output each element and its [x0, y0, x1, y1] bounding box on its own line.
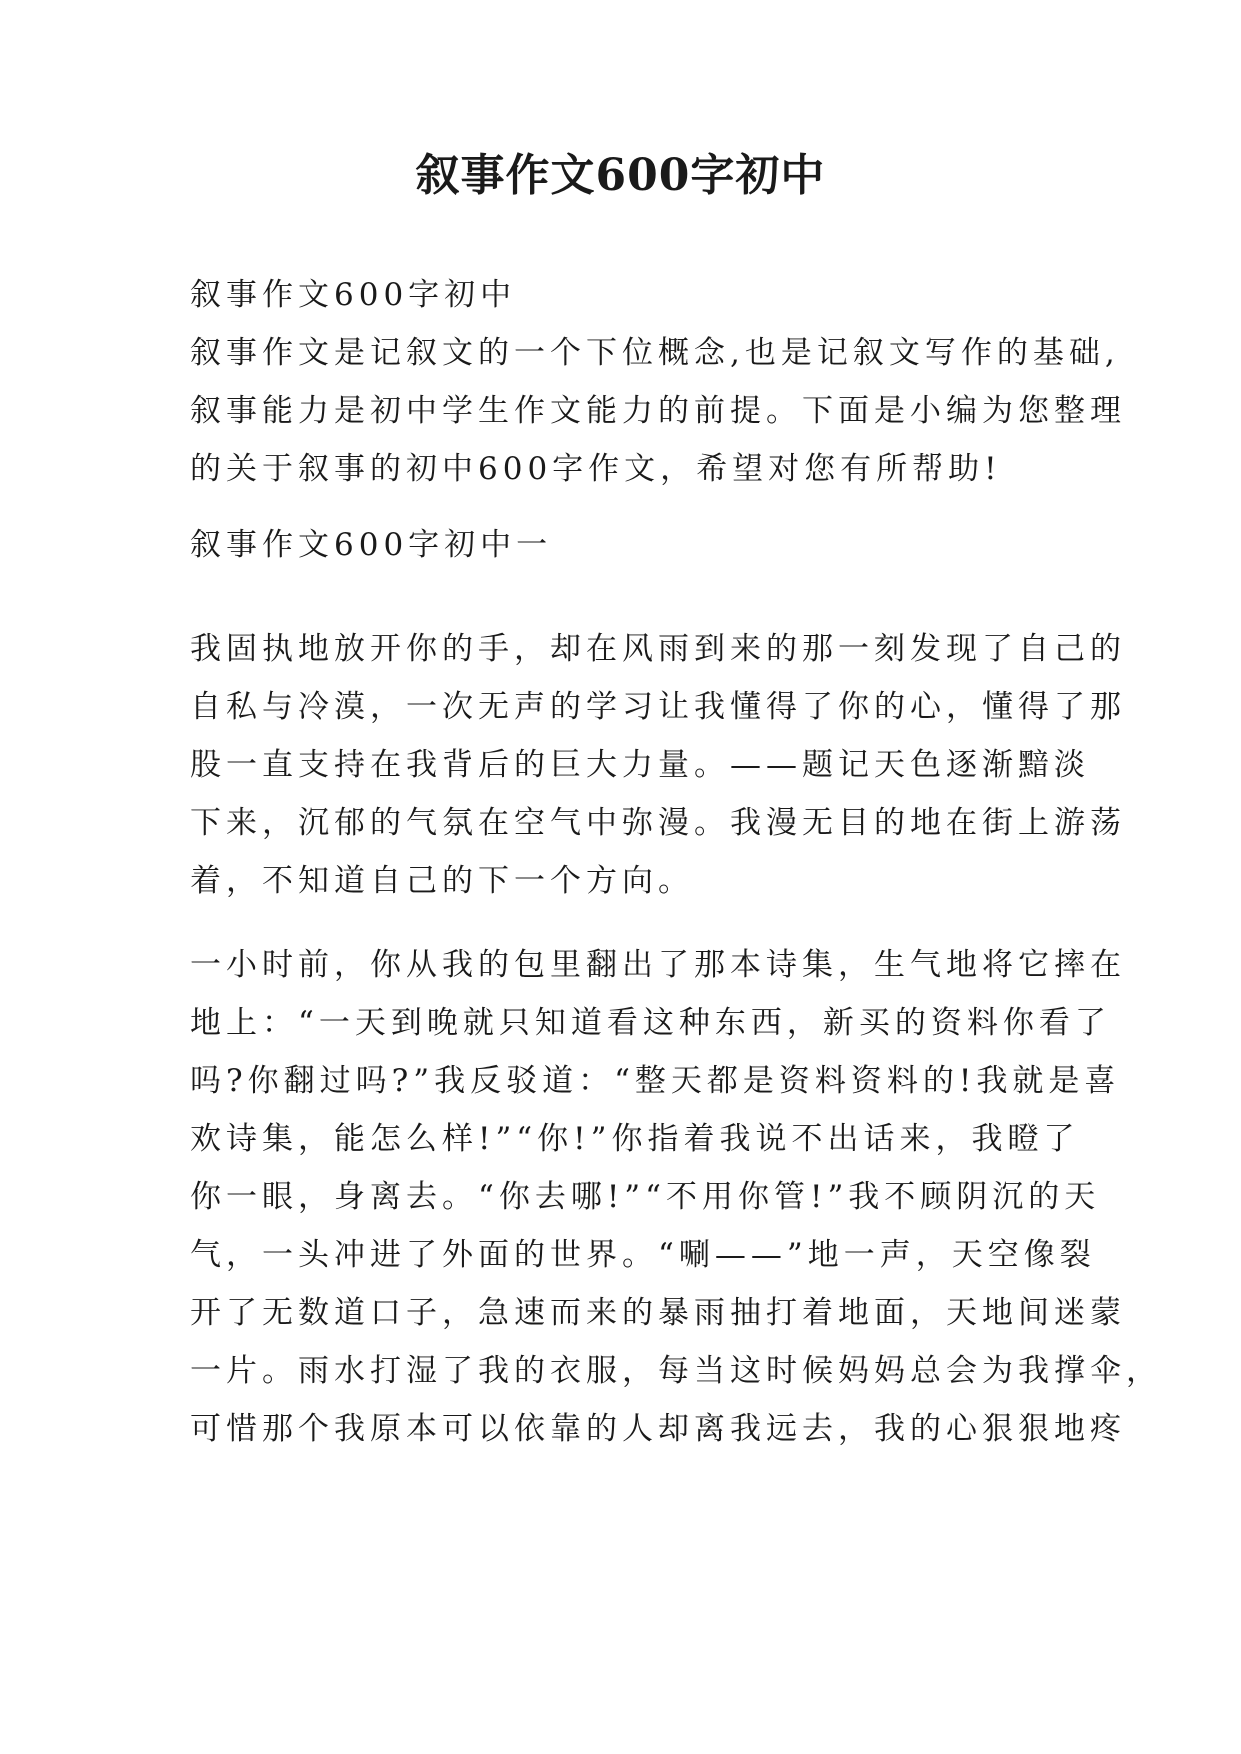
text-line: 开了无数道口子，急速而来的暴雨抽打着地面，天地间迷蒙	[190, 1295, 1126, 1331]
text-line: 叙事作文600字初中一	[190, 527, 553, 563]
text-line: 气，一头冲进了外面的世界。“唰——”地一声，天空像裂	[190, 1237, 1096, 1273]
text-line: 地上：“一天到晚就只知道看这种东西，新买的资料你看了	[190, 1005, 1111, 1041]
text-line: 可惜那个我原本可以依靠的人却离我远去，我的心狠狠地疼	[190, 1411, 1126, 1447]
section-heading	[190, 516, 1060, 574]
text-line: 吗?你翻过吗?”我反驳道：“整天都是资料资料的!我就是喜	[190, 1063, 1121, 1099]
paragraph-2	[190, 936, 1162, 1458]
text-line: 叙事作文是记叙文的一个下位概念,也是记叙文写作的基础,	[190, 335, 1120, 371]
text-line: 一小时前，你从我的包里翻出了那本诗集，生气地将它摔在	[190, 947, 1126, 983]
text-line: 一片。雨水打湿了我的衣服，每当这时候妈妈总会为我撑伞，	[190, 1353, 1162, 1389]
text-line: 欢诗集，能怎么样!”“你!”你指着我说不出话来，我瞪了	[190, 1121, 1080, 1157]
text-line: 着，不知道自己的下一个方向。	[190, 863, 694, 899]
paragraph-1	[190, 620, 1126, 910]
document-title: 叙事作文600字初中	[415, 150, 826, 201]
text-line: 我固执地放开你的手，却在风雨到来的那一刻发现了自己的	[190, 631, 1126, 667]
text-line: 股一直支持在我背后的巨大力量。——题记天色逐渐黯淡	[190, 747, 1090, 783]
text-line: 下来，沉郁的气氛在空气中弥漫。我漫无目的地在街上游荡	[190, 805, 1126, 841]
text-line: 叙事能力是初中学生作文能力的前提。下面是小编为您整理	[190, 393, 1126, 429]
text-line: 的关于叙事的初中600字作文，希望对您有所帮助!	[190, 451, 1002, 487]
intro-paragraph	[190, 266, 1126, 498]
text-line: 叙事作文600字初中	[190, 277, 517, 313]
text-line: 自私与冷漠，一次无声的学习让我懂得了你的心，懂得了那	[190, 689, 1126, 725]
text-line: 你一眼，身离去。“你去哪!”“不用你管!”我不顾阴沉的天	[190, 1179, 1101, 1215]
